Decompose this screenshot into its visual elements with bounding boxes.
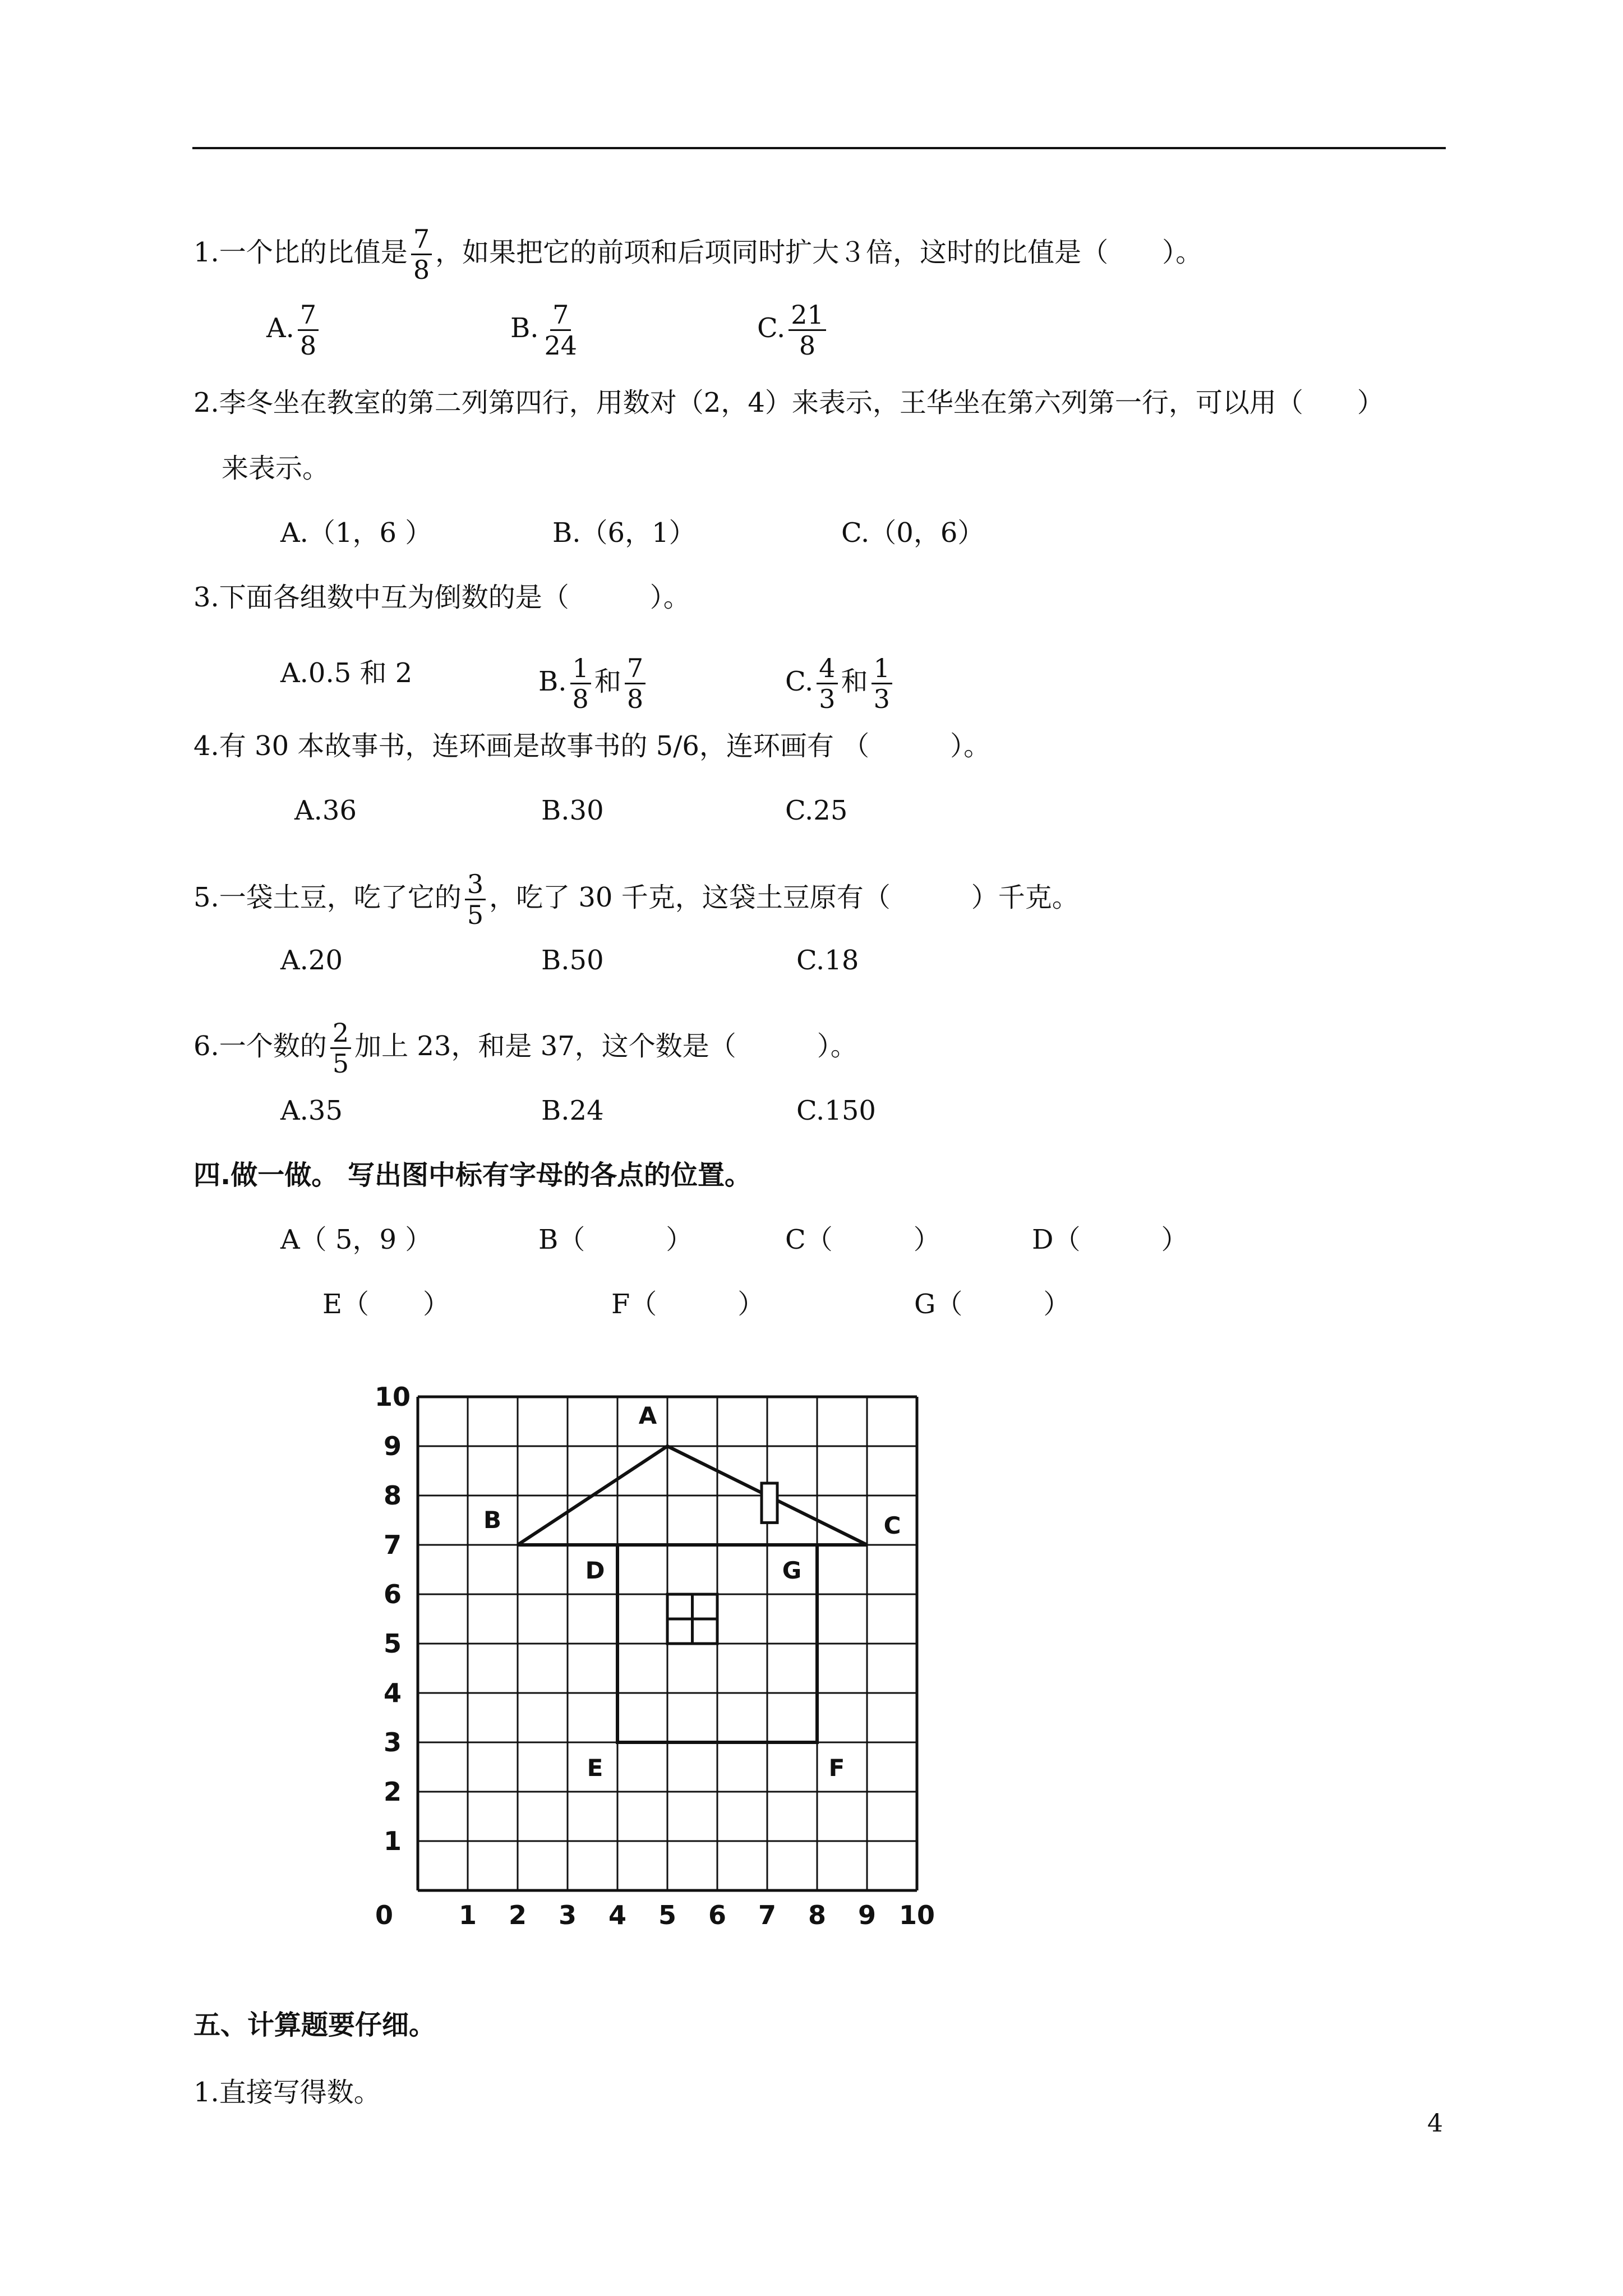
answer-d[interactable]: D（ ）	[1032, 1224, 1188, 1255]
question-5: 5.一袋土豆，吃了它的 $\frac{3}{5}$ ，吃了 30 千克，这袋土豆原有（ ）千克。	[193, 869, 1079, 930]
fraction: $\frac{7}{8}$	[411, 224, 432, 284]
section-4-title: 四.做一做。 写出图中标有字母的各点的位置。	[193, 1159, 751, 1191]
q2-option-a[interactable]: A.（1，6 ）	[280, 517, 432, 549]
x-tick-label: 10	[898, 1900, 935, 1930]
answer-g[interactable]: G（ ）	[914, 1289, 1071, 1320]
x-tick-label: 6	[708, 1900, 727, 1930]
q4-option-b[interactable]: B.30	[541, 795, 604, 826]
x-tick-label: 0	[375, 1900, 394, 1930]
x-tick-label: 9	[857, 1900, 877, 1930]
question-6: 6.一个数的 $\frac{2}{5}$ 加上 23，和是 37，这个数是（ ）。	[193, 1018, 857, 1079]
x-tick-label: 3	[558, 1900, 577, 1930]
point-label-c: C	[883, 1512, 901, 1539]
y-tick-label: 3	[383, 1727, 402, 1757]
y-tick-label: 9	[383, 1431, 402, 1461]
q2-option-b[interactable]: B.（6，1）	[552, 517, 696, 549]
answer-f[interactable]: F（ ）	[611, 1289, 765, 1320]
y-tick-label: 5	[383, 1628, 402, 1659]
q3-option-c[interactable]: C. $\frac{4}{3}$ 和 $\frac{1}{3}$	[785, 654, 896, 714]
y-tick-label: 8	[383, 1480, 402, 1511]
q1-option-a[interactable]: A. $\frac{7}{8}$	[266, 300, 322, 360]
y-axis-tick-labels	[375, 1382, 411, 1856]
q2-option-c[interactable]: C.（0，6）	[841, 517, 985, 549]
x-tick-label: 4	[608, 1900, 627, 1930]
q5-option-a[interactable]: A.20	[280, 945, 343, 976]
q5-option-c[interactable]: C.18	[796, 945, 859, 976]
y-tick-label: 2	[383, 1777, 402, 1807]
point-label-e: E	[587, 1754, 603, 1782]
point-label-d: D	[585, 1557, 605, 1584]
x-axis-tick-labels	[375, 1900, 935, 1930]
q4-option-a[interactable]: A.36	[294, 795, 357, 826]
q6-option-a[interactable]: A.35	[280, 1095, 343, 1126]
q5-option-b[interactable]: B.50	[541, 945, 604, 976]
x-tick-label: 5	[658, 1900, 677, 1930]
q1-option-b[interactable]: B. $\frac{7}{24}$	[510, 300, 578, 361]
page-number: 4	[1427, 2109, 1443, 2138]
y-tick-label: 6	[383, 1579, 402, 1609]
y-tick-label: 10	[374, 1382, 411, 1412]
x-tick-label: 7	[758, 1900, 777, 1930]
question-3: 3.下面各组数中互为倒数的是（ ）。	[193, 582, 690, 613]
q6-option-c[interactable]: C.150	[796, 1095, 876, 1126]
section-5-subtitle: 1.直接写得数。	[193, 2077, 381, 2108]
answer-b[interactable]: B（ ）	[538, 1224, 693, 1255]
question-2-line-2: 来表示。	[222, 453, 330, 484]
y-tick-label: 4	[383, 1678, 402, 1708]
x-tick-label: 2	[508, 1900, 527, 1930]
q4-option-c[interactable]: C.25	[785, 795, 848, 826]
q6-option-b[interactable]: B.24	[541, 1095, 604, 1126]
section-5-title: 五、计算题要仔细。	[193, 2009, 436, 2041]
question-1: 1.一个比的比值是 $\frac{7}{8}$ ，如果把它的前项和后项同时扩大３倍，这时的比值是（ ）。	[193, 224, 1203, 285]
chimney	[762, 1483, 777, 1522]
q1-option-c[interactable]: C. $\frac{21}{8}$	[757, 300, 829, 360]
q3-option-a[interactable]: A.0.5 和 2	[280, 657, 413, 689]
y-tick-label: 1	[383, 1826, 402, 1856]
answer-c[interactable]: C（ ）	[785, 1224, 940, 1255]
q3-option-b[interactable]: B. $\frac{1}{8}$ 和 $\frac{7}{8}$	[538, 654, 649, 714]
answer-a[interactable]: A（ 5，9 ）	[280, 1224, 432, 1255]
point-label-a: A	[638, 1402, 657, 1429]
point-label-f: F	[828, 1754, 845, 1782]
fraction: $\frac{2}{5}$	[330, 1018, 351, 1078]
answer-e[interactable]: E（ ）	[322, 1289, 450, 1320]
question-4: 4.有 30 本故事书，连环画是故事书的 5/6，连环画有 （ ）。	[193, 730, 991, 762]
x-tick-label: 8	[808, 1900, 827, 1930]
fraction: $\frac{3}{5}$	[465, 869, 486, 930]
question-2-line-1: 2.李冬坐在教室的第二列第四行，用数对（2，4）来表示，王华坐在第六列第一行，可以用（ ）	[193, 387, 1384, 418]
point-label-b: B	[483, 1506, 502, 1534]
point-label-g: G	[782, 1557, 802, 1584]
y-tick-label: 7	[383, 1530, 402, 1560]
x-tick-label: 1	[458, 1900, 477, 1930]
